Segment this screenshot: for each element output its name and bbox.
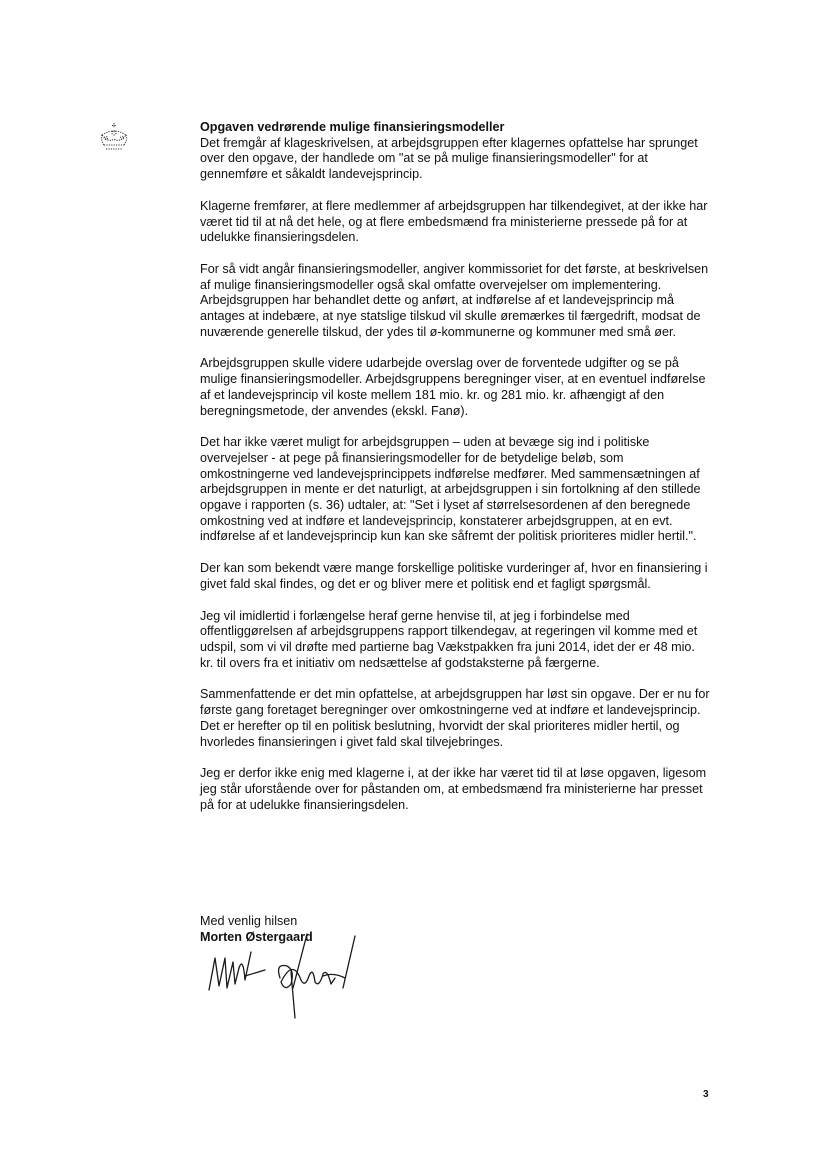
- paragraph: Sammenfattende er det min opfattelse, at arbejdsgruppen har løst sin opgave. Der er nu for første gang foretaget beregninger over omkostningerne ved at indføre et landevejsprincip. Det er herefter op til en politisk beslutning, hvorvidt der skal prioriteres midler hertil, og hvorledes finansieringen i givet fald skal tilvejebringes.: [200, 687, 710, 749]
- signatory-name: Morten Østergaard: [200, 929, 313, 944]
- paragraph: Arbejdsgruppen skulle videre udarbejde overslag over de forventede udgifter og se på mulige finansieringsmodeller. Arbejdsgruppens beregninger viser, at en eventuel indførelse af et landevejsprincip vil koste mellem 181 mio. kr. og 281 mio. kr. afhængigt af den beregningsmetode, der anvendes (ekskl. Fanø).: [200, 356, 706, 418]
- paragraph: Det har ikke været muligt for arbejdsgruppen – uden at bevæge sig ind i politiske overvejelser - at pege på finansieringsmodeller for de betydelige beløb, som omkostningerne ved landevejsprincippets indførelse medfører. Med sammensætningen af arbejdsgruppen in mente er det naturligt, at arbejdsgruppen i sin fortolkning af den stillede opgave i rapporten (s. 36) udtaler, at: "Set i lyset af størrelsesordenen af den beregnede omkostning ved at indføre et landevejsprincip, konstaterer arbejdsgruppen, at en evt. indførelse af et landevejsprincip kun kan ske såfremt der politisk prioriteres midler hertil.".: [200, 435, 701, 544]
- page-number: 3: [703, 1089, 709, 1100]
- paragraph: Klagerne fremfører, at flere medlemmer af arbejdsgruppen har tilkendegivet, at der ikke har været tid til at nå det hele, og at flere embedsmænd fra ministerierne pressede på for at udelukke finansieringsdelen.: [200, 198, 708, 245]
- paragraph: For så vidt angår finansieringsmodeller, angiver kommissoriet for det første, at beskrivelsen af mulige finansieringsmodeller også skal omfatte overvejelser om implementering. Arbejdsgruppen har behandlet dette og anført, at indførelse af et landevejsprincip må antages at indebære, at nye statslige tilskud vil skulle øremærkes til færgedrift, modsat de nuværende generelle tilskud, der ydes til ø-kommunerne og kommuner med små øer.: [200, 261, 709, 339]
- paragraph: Det fremgår af klageskrivelsen, at arbejdsgruppen efter klagernes opfattelse har sprunget over den opgave, der handlede om "at se på mulige finansieringsmodeller" for at gennemføre et såkaldt landevejsprincip.: [200, 135, 698, 182]
- crown-icon: [96, 121, 132, 161]
- paragraph: Jeg er derfor ikke enig med klagerne i, at der ikke har været tid til at løse opgaven, ligesom jeg står uforstående over for påstanden om, at embedsmænd fra ministerierne har presset på for at udelukke finansieringsdelen.: [200, 766, 707, 812]
- paragraph: Jeg vil imidlertid i forlængelse heraf gerne henvise til, at jeg i forbindelse med offentliggørelsen af arbejdsgruppens rapport tilkendegav, at regeringen vil komme med et udspil, som vi vil drøfte med partierne bag Vækstpakken fra juni 2014, idet der er 48 mio. kr. til overs fra et initiativ om nedsættelse af godstaksterne på færgerne.: [200, 608, 698, 670]
- letter-body: [200, 120, 710, 829]
- paragraph: Der kan som bekendt være mange forskellige politiske vurderinger af, hvor en finansiering i givet fald skal findes, og det er og bliver mere et politisk end et fagligt spørgsmål.: [200, 561, 708, 591]
- handwritten-signature: [205, 928, 365, 1023]
- section-heading: Opgaven vedrørende mulige finansieringsmodeller: [200, 120, 505, 134]
- closing-greeting: Med venlig hilsen: [200, 914, 298, 928]
